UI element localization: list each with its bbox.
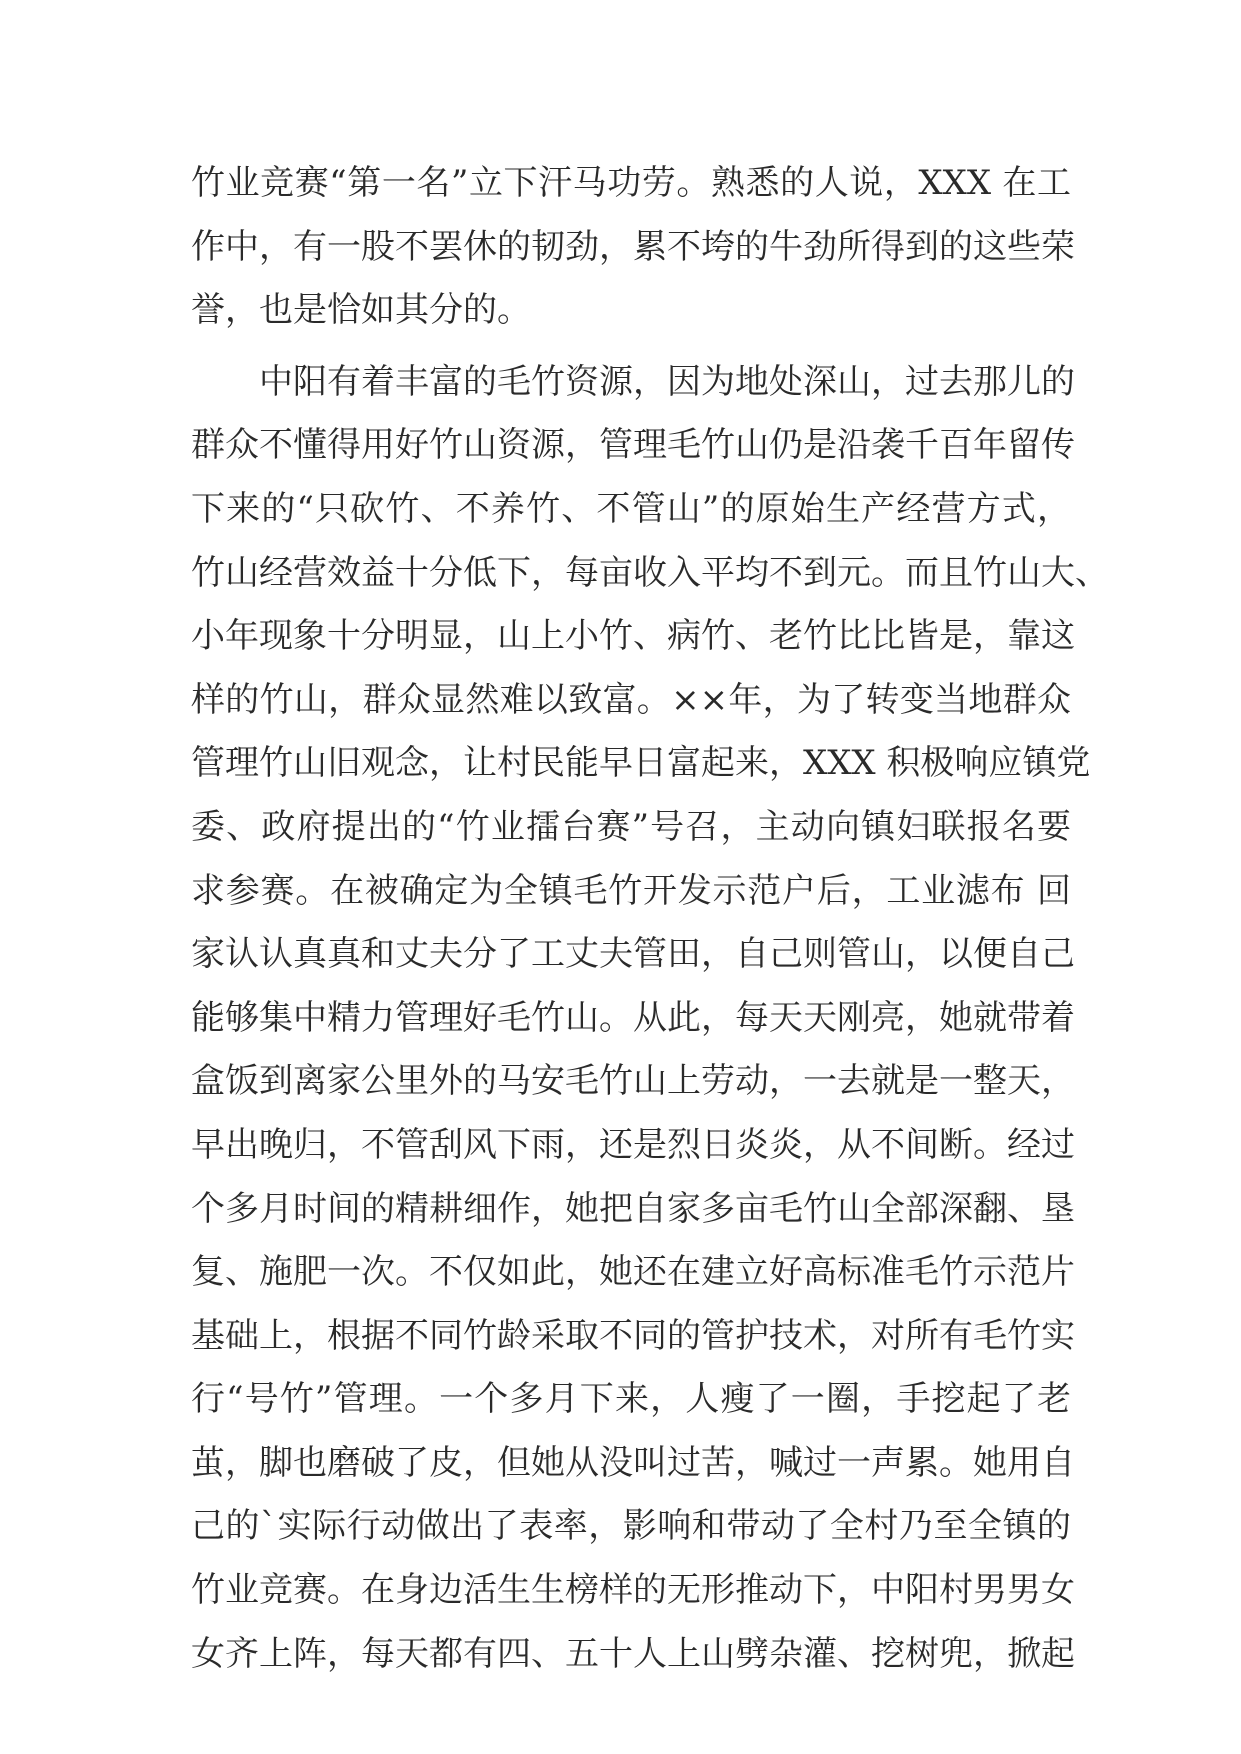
body-text <box>191 152 1109 1686</box>
paragraph-2 <box>191 351 1109 1686</box>
text-line: 样的竹山，群众显然难以致富。××年，为了转变当地群众 <box>191 679 1071 720</box>
text-line: 己的`实际行动做出了表率，影响和带动了全村乃至全镇的 <box>191 1506 1071 1547</box>
text-line: 誉，也是恰如其分的。 <box>191 290 531 331</box>
text-line: 小年现象十分明显，山上小竹、病竹、老竹比比皆是，靠这 <box>191 616 1075 657</box>
text-line: 管理竹山旧观念，让村民能早日富起来，XXX 积极响应镇党 <box>191 743 1091 784</box>
text-line: 中阳有着丰富的毛竹资源，因为地处深山，过去那儿的 <box>259 361 1075 402</box>
text-line: 盒饭到离家公里外的马安毛竹山上劳动，一去就是一整天， <box>191 1061 1075 1102</box>
text-line: 行“号竹”管理。一个多月下来，人瘦了一圈，手挖起了老 <box>191 1379 1071 1420</box>
text-line: 竹业竞赛“第一名”立下汗马功劳。熟悉的人说，XXX 在工 <box>191 163 1071 203</box>
text-line: 作中，有一股不罢休的韧劲，累不垮的牛劲所得到的这些荣 <box>191 226 1075 267</box>
paragraph-gap <box>191 343 1071 351</box>
text-line: 复、施肥一次。不仅如此，她还在建立好高标准毛竹示范片 <box>191 1252 1075 1293</box>
text-line: 家认认真真和丈夫分了工丈夫管田，自己则管山，以便自己 <box>191 934 1075 975</box>
text-line: 竹业竞赛。在身边活生生榜样的无形推动下，中阳村男男女 <box>191 1570 1075 1611</box>
text-line: 能够集中精力管理好毛竹山。从此，每天天刚亮，她就带着 <box>191 997 1075 1038</box>
text-line: 下来的“只砍竹、不养竹、不管山”的原始生产经营方式， <box>191 488 1071 529</box>
text-line: 个多月时间的精耕细作，她把自家多亩毛竹山全部深翻、垦 <box>191 1188 1075 1229</box>
text-line: 女齐上阵，每天都有四、五十人上山劈杂灌、挖树兜，掀起 <box>191 1633 1075 1674</box>
text-line: 竹山经营效益十分低下，每亩收入平均不到元。而且竹山大、 <box>191 552 1109 593</box>
text-line: 早出晚归，不管刮风下雨，还是烈日炎炎，从不间断。经过 <box>191 1124 1075 1165</box>
text-line: 茧，脚也磨破了皮，但她从没叫过苦，喊过一声累。她用自 <box>191 1442 1075 1483</box>
paragraph-1 <box>191 152 1075 343</box>
text-line: 委、政府提出的“竹业擂台赛”号召，主动向镇妇联报名要 <box>191 806 1071 847</box>
text-line: 群众不懂得用好竹山资源，管理毛竹山仍是沿袭千百年留传 <box>191 425 1075 466</box>
text-line: 求参赛。在被确定为全镇毛竹开发示范户后，工业滤布 回 <box>191 870 1071 911</box>
text-line: 基础上，根据不同竹龄采取不同的管护技术，对所有毛竹实 <box>191 1315 1075 1356</box>
